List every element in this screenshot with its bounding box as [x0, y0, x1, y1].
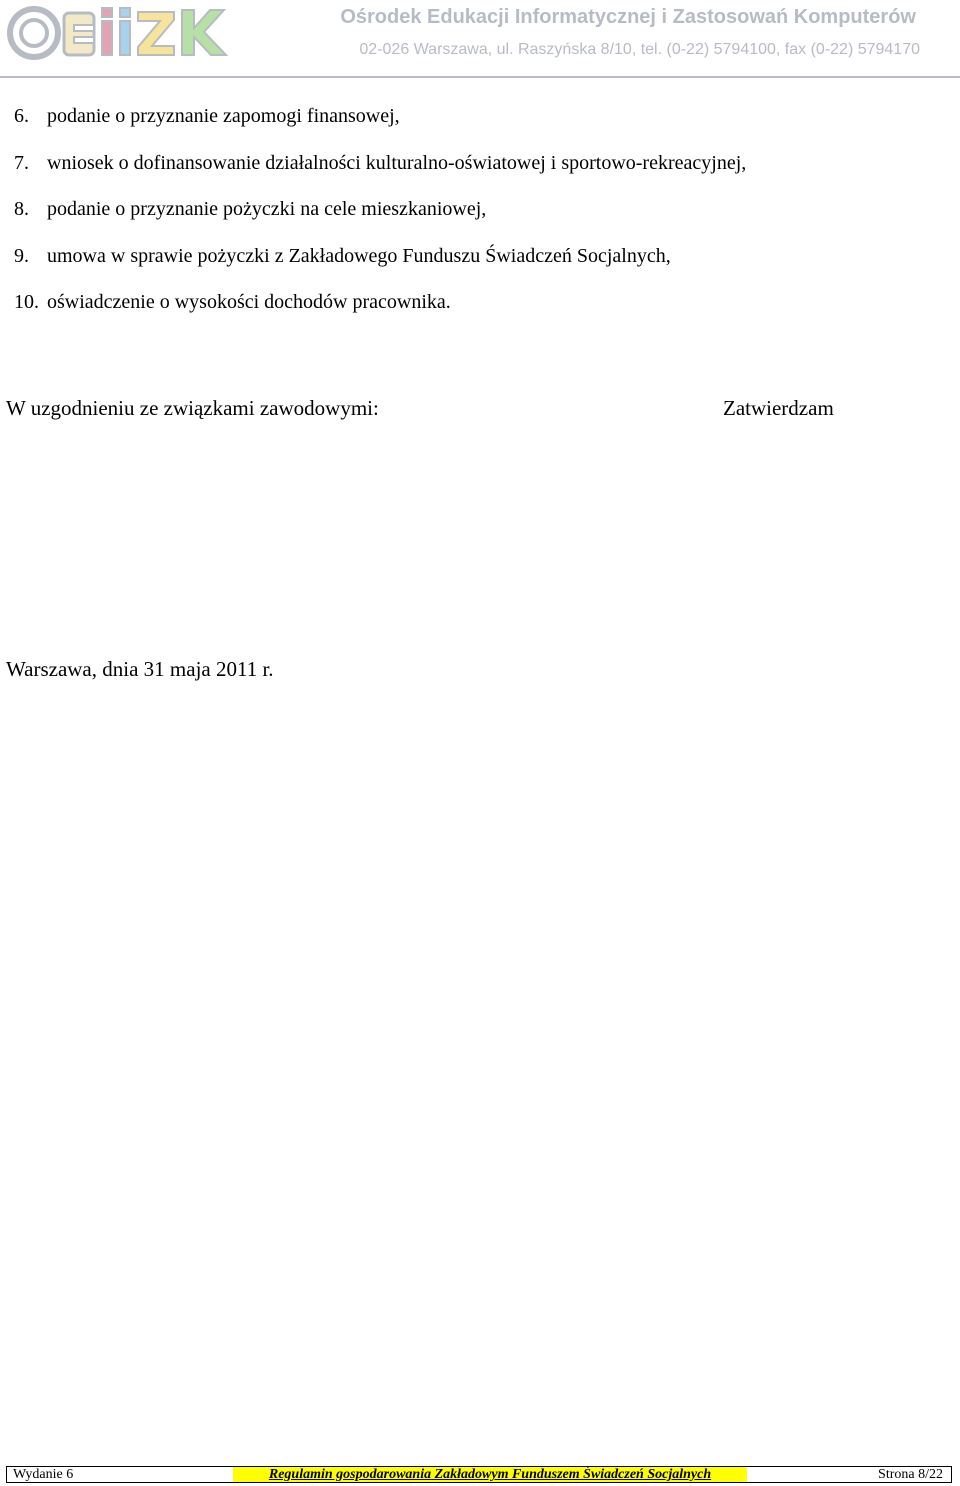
list-item-text: podanie o przyznanie pożyczki na cele mieszkaniowej,	[47, 198, 487, 220]
footer-document-title: Regulamin gospodarowania Zakładowym Funduszem Świadczeń Socjalnych	[233, 1467, 747, 1482]
institution-address: 02-026 Warszawa, ul. Raszyńska 8/10, tel. (0-22) 5794100, fax (0-22) 5794170	[359, 41, 920, 58]
list-item-number: 8.	[14, 198, 29, 220]
place-and-date: Warszawa, dnia 31 maja 2011 r.	[6, 657, 274, 681]
list-item-text: oświadczenie o wysokości dochodów pracownika.	[47, 291, 451, 313]
list-item-number: 10.	[14, 291, 39, 313]
oeiizk-logo	[6, 4, 228, 62]
institution-name: Ośrodek Edukacji Informatycznej i Zastosowań Komputerów	[340, 6, 916, 28]
list-item	[14, 147, 944, 194]
list-item	[14, 100, 944, 147]
header-divider	[0, 76, 960, 78]
list-item	[14, 193, 944, 240]
list-item-text: podanie o przyznanie zapomogi finansowej,	[47, 105, 400, 127]
page-footer	[6, 1466, 952, 1483]
approval-label: Zatwierdzam	[723, 396, 834, 420]
page-header	[0, 0, 960, 78]
list-item-number: 7.	[14, 151, 29, 174]
list-item	[14, 286, 944, 333]
document-list	[14, 100, 944, 333]
list-item-text: umowa w sprawie pożyczki z Zakładowego Funduszu Świadczeń Socjalnych,	[47, 244, 671, 267]
union-agreement-label: W uzgodnieniu ze związkami zawodowymi:	[6, 396, 379, 420]
footer-page-number: Strona 8/22	[878, 1467, 943, 1482]
list-item-number: 6.	[14, 105, 29, 127]
footer-edition: Wydanie 6	[13, 1467, 74, 1482]
list-item-number: 9.	[14, 244, 29, 267]
list-item-text: wniosek o dofinansowanie działalności kulturalno-oświatowej i sportowo-rekreacyjnej,	[47, 151, 747, 174]
list-item	[14, 240, 944, 287]
